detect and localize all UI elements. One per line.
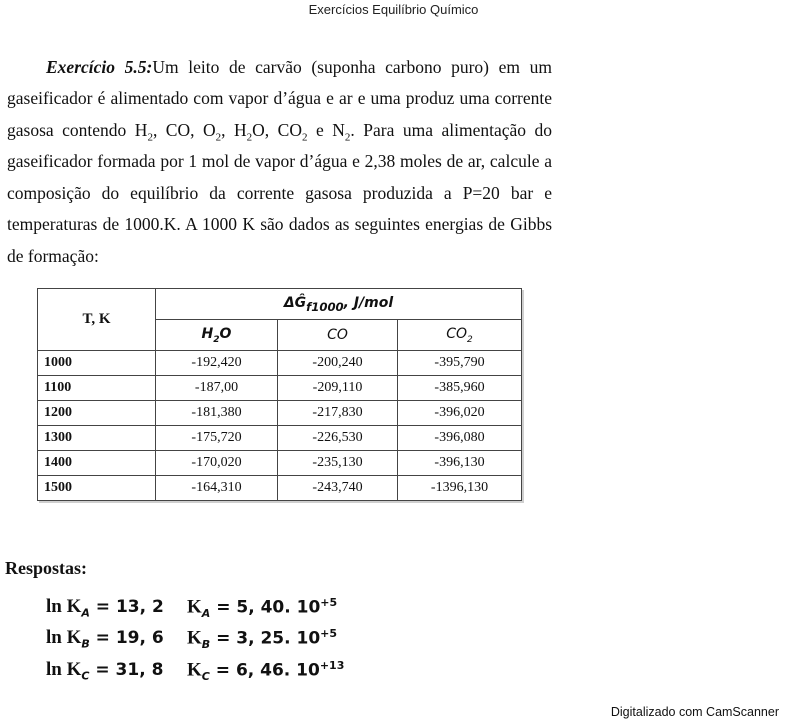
ln-value: = 31, 8 [89, 660, 164, 680]
problem-text: , H [221, 119, 247, 140]
ln-value: = 13, 2 [89, 597, 164, 617]
exercise-label: Exercício 5.5: [46, 56, 153, 77]
cell-h2o: -175,720 [156, 426, 278, 451]
problem-text: e N [307, 119, 345, 140]
cell-temperature: 1300 [38, 426, 156, 451]
ln-subscript: C [81, 669, 90, 683]
table-header-row [38, 289, 522, 320]
ln-label: ln K [46, 659, 82, 680]
k-subscript: C [201, 670, 210, 684]
column-header-temperature: T, K [38, 289, 156, 351]
column-header-co2 [398, 320, 522, 351]
table-row [38, 426, 522, 451]
cell-h2o: -170,020 [156, 451, 278, 476]
answer-line [46, 627, 338, 652]
table-row [38, 376, 522, 401]
k-exponent: +13 [319, 659, 345, 672]
cell-co: -200,240 [278, 351, 398, 376]
subscript: 2 [246, 131, 253, 143]
k-value: = 6, 46. 10 [209, 660, 320, 681]
k-exponent: +5 [320, 596, 338, 609]
cell-h2o: -164,310 [156, 476, 278, 501]
problem-text: . Para uma alimentação do gaseificador formada por 1 mol de vapor d’água e 2,38 moles de ar, calcule a composição do equilíbrio da corrente gasosa produzida a P=20 bar e temperaturas de 1000.K. A 1000 K são dados as seguintes energias de Gibbs de formação: [7, 119, 553, 266]
gibbs-symbol: ΔĜ [283, 294, 307, 311]
cell-co: -226,530 [278, 426, 398, 451]
answers-title: Respostas: [5, 558, 88, 578]
cell-co: -217,830 [278, 401, 398, 426]
cell-co2: -395,790 [398, 351, 522, 376]
cell-temperature: 1200 [38, 401, 156, 426]
k-label: K [187, 659, 202, 681]
cell-temperature: 1100 [38, 376, 156, 401]
k-exponent: +5 [320, 627, 338, 640]
cell-co2: -396,020 [398, 401, 522, 426]
cell-h2o: -187,00 [156, 376, 278, 401]
cell-temperature: 1400 [38, 451, 156, 476]
k-expression [187, 596, 337, 620]
problem-text: , CO, O [152, 119, 216, 140]
cell-co2: -1396,130 [398, 476, 522, 501]
ln-value: = 19, 6 [89, 628, 164, 648]
subscript: 2 [301, 131, 308, 143]
k-label: K [187, 627, 202, 649]
column-header-co [278, 320, 398, 351]
species-base: CO [327, 327, 348, 343]
gibbs-subscript: f1000 [306, 299, 344, 314]
scanner-watermark: Digitalizado com CamScanner [610, 705, 779, 719]
table-row [38, 401, 522, 426]
cell-co: -243,740 [278, 476, 398, 501]
species-sub: 2 [467, 334, 473, 345]
cell-h2o: -181,380 [156, 401, 278, 426]
species-base: H [201, 325, 214, 342]
species-sub: 2 [213, 334, 220, 345]
subscript: 2 [344, 131, 351, 143]
k-expression [187, 659, 344, 683]
ln-subscript: B [81, 637, 90, 651]
page-header: Exercícios Equilíbrio Químico [308, 2, 479, 17]
gibbs-energy-table [37, 288, 522, 501]
subscript: 2 [147, 131, 153, 143]
cell-temperature: 1500 [38, 476, 156, 501]
k-value: = 5, 40. 10 [210, 597, 321, 618]
table-row [38, 451, 522, 476]
cell-co: -209,110 [278, 376, 398, 401]
answer-line [46, 659, 345, 684]
problem-statement [7, 52, 552, 273]
species-base: CO [446, 325, 468, 342]
ln-subscript: A [81, 606, 90, 620]
cell-h2o: -192,420 [156, 351, 278, 376]
ln-label: ln K [46, 596, 82, 617]
cell-co2: -396,080 [398, 426, 522, 451]
k-subscript: A [201, 607, 211, 621]
column-header-h2o [156, 320, 278, 351]
table-row [38, 351, 522, 376]
ln-label: ln K [46, 627, 82, 648]
k-expression [187, 627, 337, 651]
problem-text: O, CO [252, 119, 302, 140]
k-value: = 3, 25. 10 [210, 628, 321, 649]
k-label: K [187, 596, 202, 618]
column-header-gibbs [156, 289, 522, 320]
cell-co2: -385,960 [398, 376, 522, 401]
subscript: 2 [215, 131, 222, 143]
species-tail: O [219, 325, 232, 342]
answer-line [46, 596, 338, 621]
k-subscript: B [201, 638, 211, 652]
table-row [38, 476, 522, 501]
problem-text: Um leito de carvão (suponha carbono puro) em um gaseificador é alimentado com vapor d’água e ar e uma produz uma corrente gasosa contendo H [7, 56, 552, 140]
cell-co2: -396,130 [398, 451, 522, 476]
cell-temperature: 1000 [38, 351, 156, 376]
cell-co: -235,130 [278, 451, 398, 476]
gibbs-unit: , J/mol [343, 294, 394, 311]
